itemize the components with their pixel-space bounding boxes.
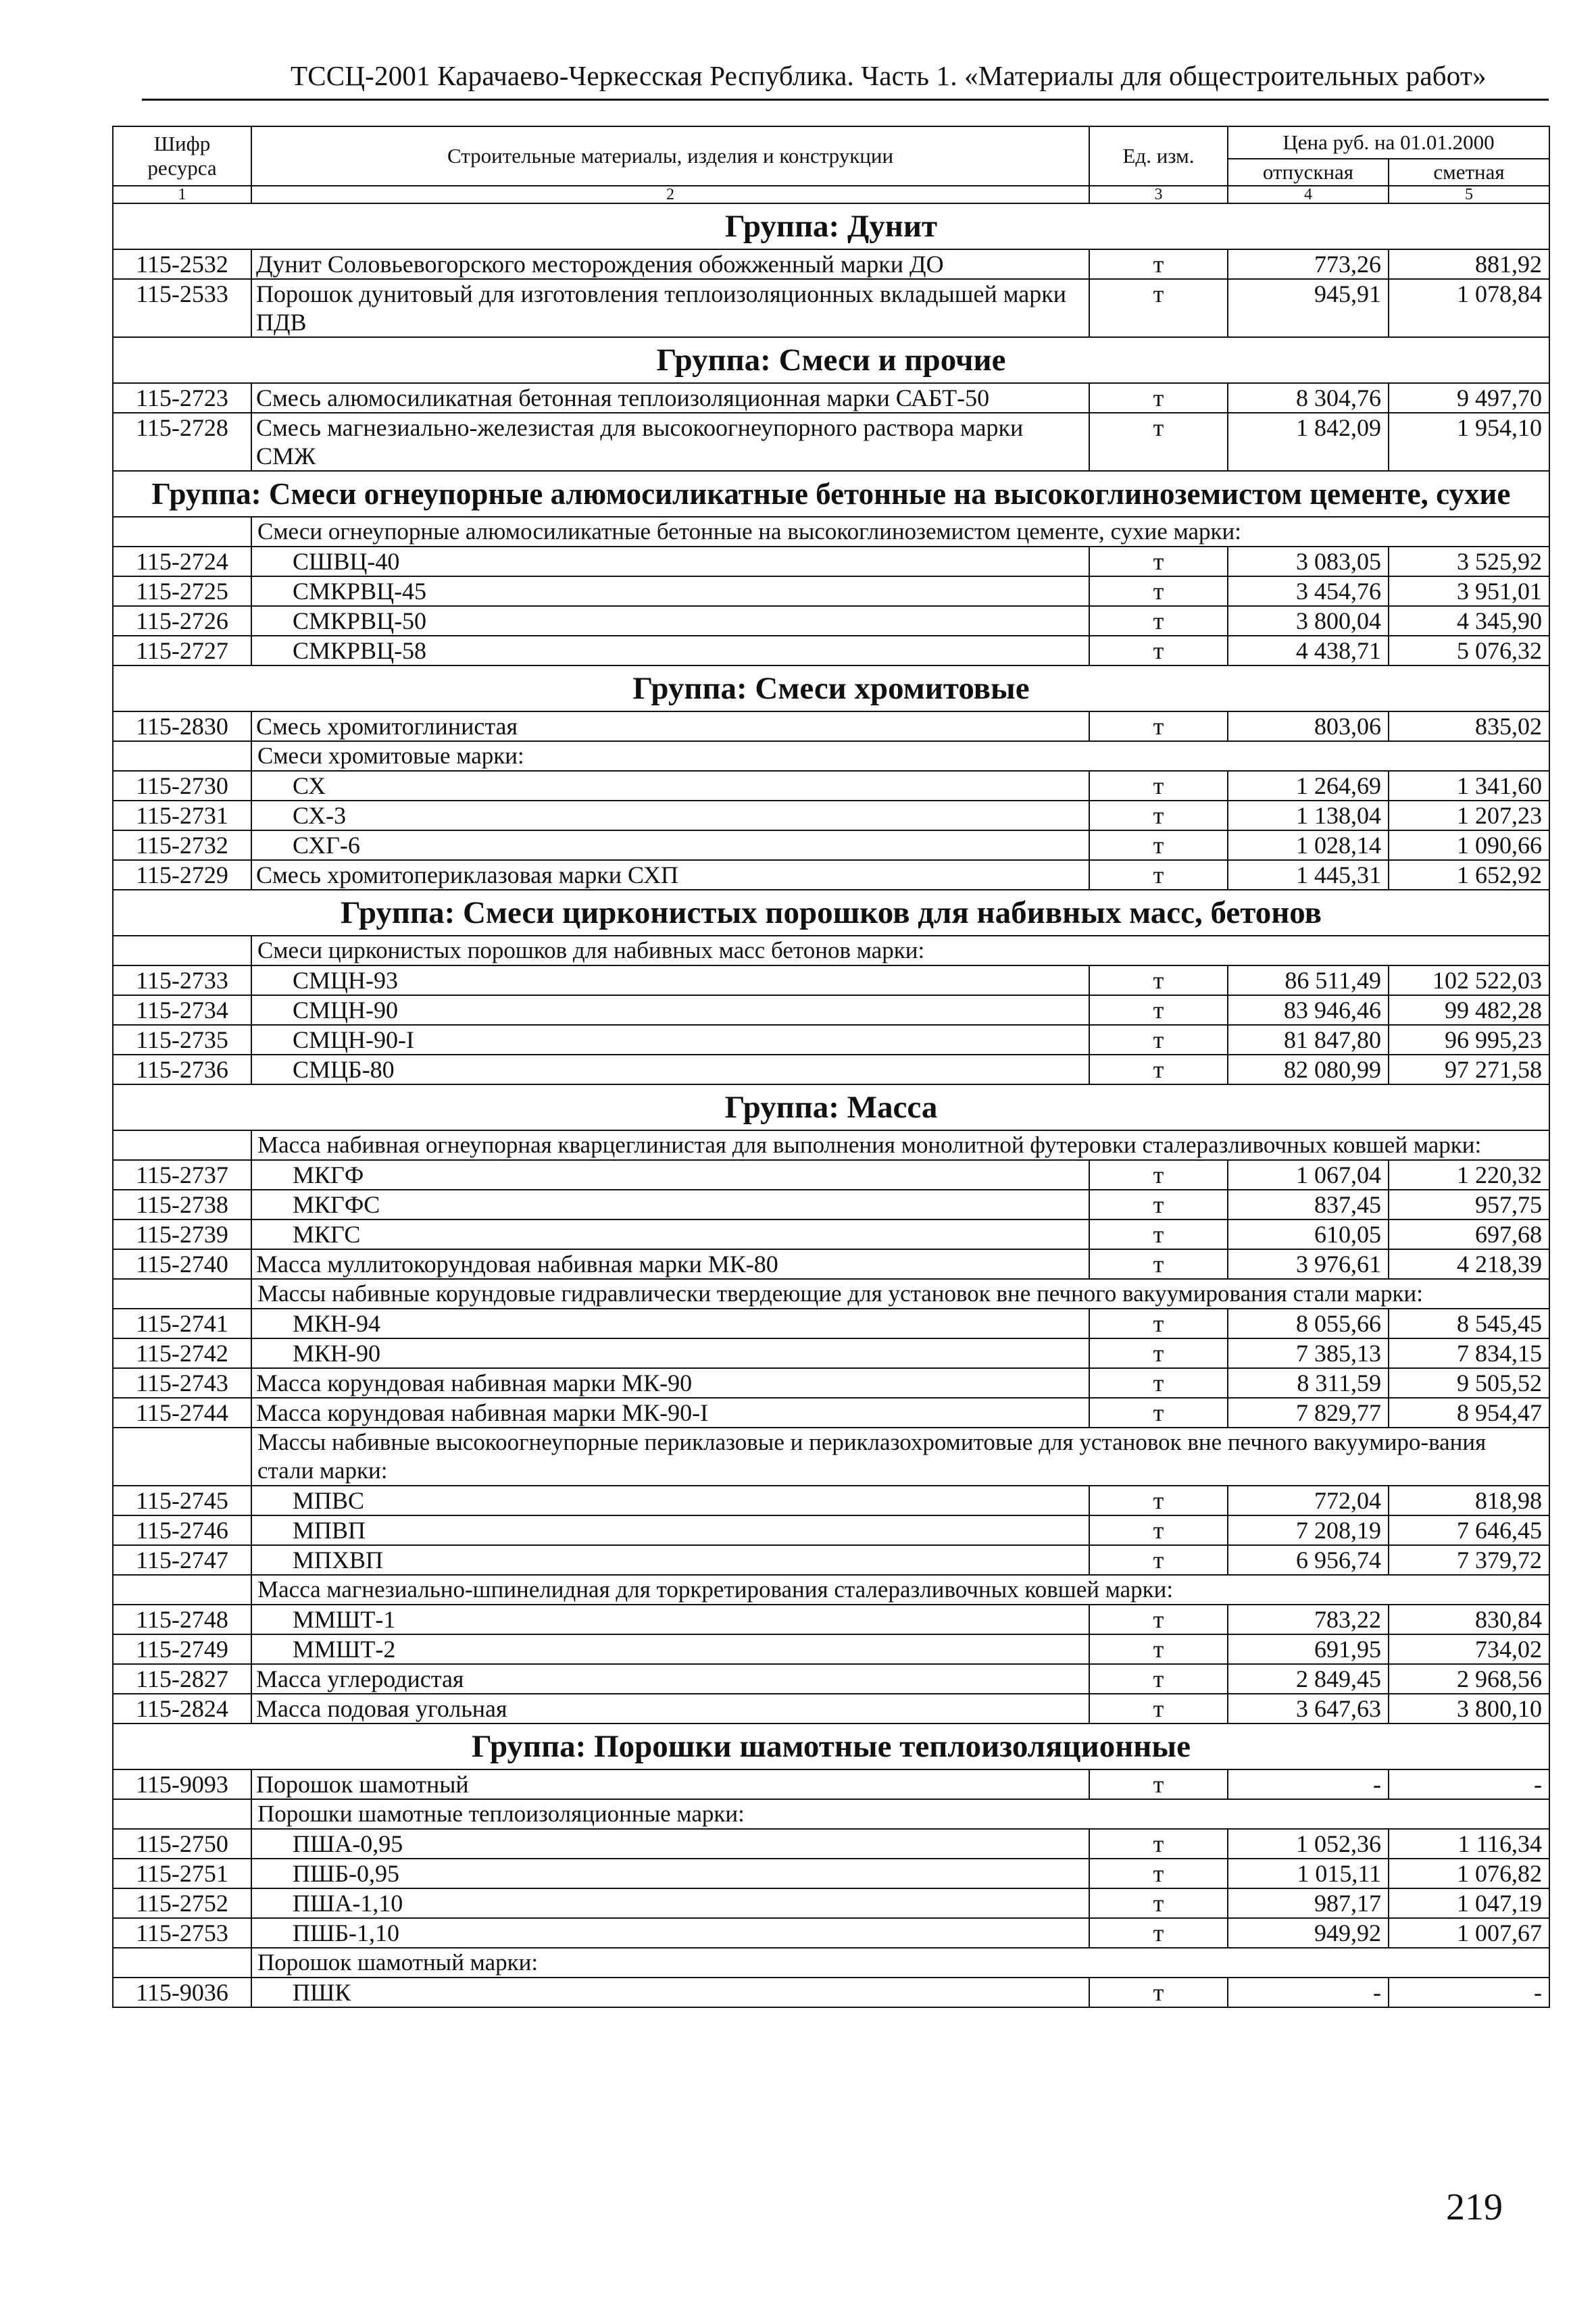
release-price: 8 055,66 (1228, 1309, 1389, 1338)
unit-of-measure: т (1089, 711, 1228, 741)
unit-of-measure: т (1089, 1664, 1228, 1694)
unit-of-measure: т (1089, 1888, 1228, 1918)
empty-code-cell (113, 1948, 251, 1978)
column-number: 1 (113, 186, 251, 203)
estimate-price: 1 090,66 (1389, 830, 1549, 860)
material-name: МКН-90 (251, 1338, 1089, 1368)
table-row (113, 1338, 1549, 1368)
column-number-row (113, 186, 1549, 203)
table-row (113, 1888, 1549, 1918)
estimate-price: 697,68 (1389, 1219, 1549, 1249)
material-name: СМЦН-90-I (251, 1025, 1089, 1055)
estimate-price: 1 220,32 (1389, 1160, 1549, 1190)
release-price: 773,26 (1228, 249, 1389, 279)
release-price: 4 438,71 (1228, 636, 1389, 665)
estimate-price: 7 646,45 (1389, 1515, 1549, 1545)
material-name: Масса корундовая набивная марки МК-90 (251, 1368, 1089, 1398)
subgroup-note-row (113, 1279, 1549, 1309)
unit-of-measure: т (1089, 830, 1228, 860)
material-name: МКГФС (251, 1190, 1089, 1219)
resource-code: 115-2726 (113, 606, 251, 636)
resource-code: 115-2745 (113, 1486, 251, 1515)
empty-code-cell (113, 936, 251, 965)
estimate-price: 3 951,01 (1389, 576, 1549, 606)
estimate-price: 818,98 (1389, 1486, 1549, 1515)
unit-of-measure: т (1089, 1190, 1228, 1219)
estimate-price: 102 522,03 (1389, 965, 1549, 995)
material-name: Дунит Соловьевогорского месторождения обожженный марки ДО (251, 249, 1089, 279)
table-row (113, 279, 1549, 337)
estimate-price: 1 207,23 (1389, 801, 1549, 830)
resource-code: 115-2740 (113, 1249, 251, 1279)
resource-code: 115-2736 (113, 1055, 251, 1084)
table-body (113, 203, 1549, 2007)
resource-code: 115-2750 (113, 1829, 251, 1859)
unit-of-measure: т (1089, 1160, 1228, 1190)
release-price: 1 052,36 (1228, 1829, 1389, 1859)
unit-of-measure: т (1089, 606, 1228, 636)
release-price: 3 976,61 (1228, 1249, 1389, 1279)
group-heading: Группа: Смеси хромитовые (113, 665, 1549, 711)
empty-code-cell (113, 1799, 251, 1829)
page-number: 219 (1446, 2186, 1503, 2228)
material-name: Масса муллитокорундовая набивная марки МК-80 (251, 1249, 1089, 1279)
empty-code-cell (113, 517, 251, 547)
material-name: СХ (251, 771, 1089, 801)
release-price: 81 847,80 (1228, 1025, 1389, 1055)
unit-of-measure: т (1089, 1545, 1228, 1575)
material-name: МКН-94 (251, 1309, 1089, 1338)
header-name: Строительные материалы, изделия и конструкции (251, 126, 1089, 186)
empty-code-cell (113, 1279, 251, 1309)
estimate-price: 7 379,72 (1389, 1545, 1549, 1575)
estimate-price: 1 078,84 (1389, 279, 1549, 337)
resource-code: 115-2744 (113, 1398, 251, 1428)
resource-code: 115-2737 (113, 1160, 251, 1190)
unit-of-measure: т (1089, 1978, 1228, 2007)
release-price: 86 511,49 (1228, 965, 1389, 995)
estimate-price: 957,75 (1389, 1190, 1549, 1219)
estimate-price: 99 482,28 (1389, 995, 1549, 1025)
table-row (113, 965, 1549, 995)
table-row (113, 860, 1549, 890)
material-name: МПВС (251, 1486, 1089, 1515)
subgroup-note-row (113, 1575, 1549, 1605)
table-row (113, 1918, 1549, 1948)
table-row (113, 1398, 1549, 1428)
table-row (113, 801, 1549, 830)
release-price: - (1228, 1978, 1389, 2007)
subgroup-note: Смеси цирконистых порошков для набивных масс бетонов марки: (251, 936, 1549, 965)
table-row (113, 1829, 1549, 1859)
material-name: ПШБ-1,10 (251, 1918, 1089, 1948)
estimate-price: 835,02 (1389, 711, 1549, 741)
material-name: ПШК (251, 1978, 1089, 2007)
release-price: 837,45 (1228, 1190, 1389, 1219)
release-price: 1 138,04 (1228, 801, 1389, 830)
estimate-price: 4 218,39 (1389, 1249, 1549, 1279)
unit-of-measure: т (1089, 771, 1228, 801)
subgroup-note: Смеси хромитовые марки: (251, 741, 1549, 771)
unit-of-measure: т (1089, 1515, 1228, 1545)
material-name: СМЦН-93 (251, 965, 1089, 995)
estimate-price: 96 995,23 (1389, 1025, 1549, 1055)
material-name: ПША-0,95 (251, 1829, 1089, 1859)
estimate-price: 2 968,56 (1389, 1664, 1549, 1694)
subgroup-note: Массы набивные высокоогнеупорные периклазовые и периклазохромитовые для установок вне печного вакуумиро-вания стали марки: (251, 1428, 1549, 1486)
resource-code: 115-2751 (113, 1859, 251, 1888)
resource-code: 115-2741 (113, 1309, 251, 1338)
resource-code: 115-2723 (113, 383, 251, 413)
table-row (113, 1978, 1549, 2007)
release-price: 7 385,13 (1228, 1338, 1389, 1368)
unit-of-measure: т (1089, 1859, 1228, 1888)
resource-code: 115-2824 (113, 1694, 251, 1724)
unit-of-measure: т (1089, 547, 1228, 576)
table-row (113, 711, 1549, 741)
column-number: 4 (1228, 186, 1389, 203)
release-price: 1 445,31 (1228, 860, 1389, 890)
table-row (113, 1634, 1549, 1664)
group-heading: Группа: Масса (113, 1084, 1549, 1130)
resource-code: 115-2746 (113, 1515, 251, 1545)
estimate-price: 8 954,47 (1389, 1398, 1549, 1428)
material-name: МПХВП (251, 1545, 1089, 1575)
release-price: 3 454,76 (1228, 576, 1389, 606)
material-name: МПВП (251, 1515, 1089, 1545)
unit-of-measure: т (1089, 413, 1228, 471)
release-price: 3 800,04 (1228, 606, 1389, 636)
unit-of-measure: т (1089, 383, 1228, 413)
group-heading-row (113, 1084, 1549, 1130)
table-row (113, 636, 1549, 665)
release-price: 6 956,74 (1228, 1545, 1389, 1575)
material-name: Смесь хромитопериклазовая марки СХП (251, 860, 1089, 890)
resource-code: 115-2725 (113, 576, 251, 606)
group-heading: Группа: Порошки шамотные теплоизоляционные (113, 1724, 1549, 1769)
group-heading-row (113, 203, 1549, 249)
material-name: МКГС (251, 1219, 1089, 1249)
group-heading: Группа: Смеси и прочие (113, 337, 1549, 383)
release-price: 3 647,63 (1228, 1694, 1389, 1724)
resource-code: 115-2729 (113, 860, 251, 890)
unit-of-measure: т (1089, 1338, 1228, 1368)
table-row (113, 830, 1549, 860)
unit-of-measure: т (1089, 576, 1228, 606)
table-row (113, 1859, 1549, 1888)
release-price: 945,91 (1228, 279, 1389, 337)
unit-of-measure: т (1089, 1634, 1228, 1664)
unit-of-measure: т (1089, 1769, 1228, 1799)
header-divider (142, 99, 1549, 101)
unit-of-measure: т (1089, 636, 1228, 665)
table-row (113, 383, 1549, 413)
estimate-price: 8 545,45 (1389, 1309, 1549, 1338)
column-number: 5 (1389, 186, 1549, 203)
header-price: Цена руб. на 01.01.2000 (1228, 126, 1549, 159)
resource-code: 115-2724 (113, 547, 251, 576)
resource-code: 115-2532 (113, 249, 251, 279)
release-price: 1 028,14 (1228, 830, 1389, 860)
resource-code: 115-2742 (113, 1338, 251, 1368)
group-heading-row (113, 1724, 1549, 1769)
material-name: СМКРВЦ-58 (251, 636, 1089, 665)
material-name: Смесь алюмосиликатная бетонная теплоизоляционная марки САБТ-50 (251, 383, 1089, 413)
document-header: ТССЦ-2001 Карачаево-Черкесская Республика. Часть 1. «Материалы для общестроительных работ» (291, 60, 1487, 91)
release-price: 772,04 (1228, 1486, 1389, 1515)
group-heading-row (113, 665, 1549, 711)
subgroup-note: Масса набивная огнеупорная кварцеглинистая для выполнения монолитной футеровки сталеразливочных ковшей марки: (251, 1130, 1549, 1160)
release-price: 949,92 (1228, 1918, 1389, 1948)
release-price: 987,17 (1228, 1888, 1389, 1918)
estimate-price: 3 800,10 (1389, 1694, 1549, 1724)
material-name: СМЦН-90 (251, 995, 1089, 1025)
unit-of-measure: т (1089, 1829, 1228, 1859)
subgroup-note-row (113, 1130, 1549, 1160)
estimate-price: 734,02 (1389, 1634, 1549, 1664)
unit-of-measure: т (1089, 1918, 1228, 1948)
resource-code: 115-2731 (113, 801, 251, 830)
material-name: ММШТ-1 (251, 1605, 1089, 1634)
empty-code-cell (113, 1428, 251, 1486)
table-row (113, 1025, 1549, 1055)
subgroup-note-row (113, 517, 1549, 547)
unit-of-measure: т (1089, 1486, 1228, 1515)
resource-code: 115-2738 (113, 1190, 251, 1219)
estimate-price: 4 345,90 (1389, 606, 1549, 636)
group-heading: Группа: Смеси цирконистых порошков для набивных масс, бетонов (113, 890, 1549, 936)
estimate-price: - (1389, 1769, 1549, 1799)
release-price: 3 083,05 (1228, 547, 1389, 576)
subgroup-note-row (113, 1799, 1549, 1829)
release-price: 8 311,59 (1228, 1368, 1389, 1398)
subgroup-note: Смеси огнеупорные алюмосиликатные бетонные на высокоглиноземистом цементе, сухие марки: (251, 517, 1549, 547)
material-name: СШВЦ-40 (251, 547, 1089, 576)
material-name: Порошок шамотный (251, 1769, 1089, 1799)
estimate-price: 97 271,58 (1389, 1055, 1549, 1084)
resource-code: 115-2743 (113, 1368, 251, 1398)
header-code: Шифр ресурса (113, 126, 251, 186)
table-row (113, 1605, 1549, 1634)
resource-code: 115-9036 (113, 1978, 251, 2007)
table-row (113, 1664, 1549, 1694)
material-name: Масса корундовая набивная марки МК-90-I (251, 1398, 1089, 1428)
material-name: МКГФ (251, 1160, 1089, 1190)
resource-code: 115-2734 (113, 995, 251, 1025)
unit-of-measure: т (1089, 1249, 1228, 1279)
unit-of-measure: т (1089, 1694, 1228, 1724)
material-name: СХ-3 (251, 801, 1089, 830)
release-price: 2 849,45 (1228, 1664, 1389, 1694)
table-row (113, 1160, 1549, 1190)
estimate-price: 830,84 (1389, 1605, 1549, 1634)
price-table (112, 126, 1550, 2008)
header-unit: Ед. изм. (1089, 126, 1228, 186)
table-row (113, 1694, 1549, 1724)
group-heading-row (113, 890, 1549, 936)
release-price: 783,22 (1228, 1605, 1389, 1634)
resource-code: 115-2752 (113, 1888, 251, 1918)
unit-of-measure: т (1089, 1368, 1228, 1398)
unit-of-measure: т (1089, 1219, 1228, 1249)
resource-code: 115-9093 (113, 1769, 251, 1799)
estimate-price: 5 076,32 (1389, 636, 1549, 665)
estimate-price: 1 652,92 (1389, 860, 1549, 890)
material-name: СМКРВЦ-50 (251, 606, 1089, 636)
unit-of-measure: т (1089, 1398, 1228, 1428)
group-heading-row (113, 471, 1549, 517)
resource-code: 115-2747 (113, 1545, 251, 1575)
table-row (113, 1309, 1549, 1338)
header-release-price: отпускная (1228, 159, 1389, 186)
release-price: 8 304,76 (1228, 383, 1389, 413)
table-row (113, 1545, 1549, 1575)
resource-code: 115-2753 (113, 1918, 251, 1948)
unit-of-measure: т (1089, 860, 1228, 890)
material-name: Масса углеродистая (251, 1664, 1089, 1694)
table-row (113, 1515, 1549, 1545)
resource-code: 115-2739 (113, 1219, 251, 1249)
price-table-container (112, 126, 1549, 2008)
estimate-price: 7 834,15 (1389, 1338, 1549, 1368)
estimate-price: 1 341,60 (1389, 771, 1549, 801)
table-row (113, 547, 1549, 576)
subgroup-note: Массы набивные корундовые гидравлически твердеющие для установок вне печного вакуумирования стали марки: (251, 1279, 1549, 1309)
empty-code-cell (113, 741, 251, 771)
group-heading: Группа: Дунит (113, 203, 1549, 249)
group-heading-row (113, 337, 1549, 383)
estimate-price: 881,92 (1389, 249, 1549, 279)
empty-code-cell (113, 1575, 251, 1605)
group-heading: Группа: Смеси огнеупорные алюмосиликатные бетонные на высокоглиноземистом цементе, сухие (113, 471, 1549, 517)
resource-code: 115-2733 (113, 965, 251, 995)
unit-of-measure: т (1089, 1025, 1228, 1055)
release-price: 1 015,11 (1228, 1859, 1389, 1888)
release-price: 1 842,09 (1228, 413, 1389, 471)
table-row (113, 1249, 1549, 1279)
table-row (113, 995, 1549, 1025)
subgroup-note: Порошки шамотные теплоизоляционные марки: (251, 1799, 1549, 1829)
estimate-price: 1 047,19 (1389, 1888, 1549, 1918)
material-name: СХГ-6 (251, 830, 1089, 860)
subgroup-note-row (113, 936, 1549, 965)
subgroup-note-row (113, 741, 1549, 771)
material-name: СМКРВЦ-45 (251, 576, 1089, 606)
release-price: 610,05 (1228, 1219, 1389, 1249)
table-row (113, 1368, 1549, 1398)
table-row (113, 771, 1549, 801)
table-row (113, 576, 1549, 606)
estimate-price: - (1389, 1978, 1549, 2007)
unit-of-measure: т (1089, 801, 1228, 830)
material-name: Смесь магнезиально-железистая для высокоогнеупорного раствора марки СМЖ (251, 413, 1089, 471)
subgroup-note: Масса магнезиально-шпинелидная для торкретирования сталеразливочных ковшей марки: (251, 1575, 1549, 1605)
resource-code: 115-2749 (113, 1634, 251, 1664)
resource-code: 115-2727 (113, 636, 251, 665)
release-price: - (1228, 1769, 1389, 1799)
material-name: СМЦБ-80 (251, 1055, 1089, 1084)
release-price: 1 264,69 (1228, 771, 1389, 801)
unit-of-measure: т (1089, 1605, 1228, 1634)
resource-code: 115-2735 (113, 1025, 251, 1055)
material-name: Масса подовая угольная (251, 1694, 1089, 1724)
table-row (113, 606, 1549, 636)
release-price: 7 208,19 (1228, 1515, 1389, 1545)
estimate-price: 3 525,92 (1389, 547, 1549, 576)
table-row (113, 1055, 1549, 1084)
empty-code-cell (113, 1130, 251, 1160)
header-estimate-price: сметная (1389, 159, 1549, 186)
material-name: ПШБ-0,95 (251, 1859, 1089, 1888)
unit-of-measure: т (1089, 279, 1228, 337)
resource-code: 115-2827 (113, 1664, 251, 1694)
estimate-price: 1 007,67 (1389, 1918, 1549, 1948)
subgroup-note-row (113, 1948, 1549, 1978)
unit-of-measure: т (1089, 1309, 1228, 1338)
unit-of-measure: т (1089, 965, 1228, 995)
table-row (113, 249, 1549, 279)
release-price: 803,06 (1228, 711, 1389, 741)
material-name: Смесь хромитоглинистая (251, 711, 1089, 741)
release-price: 82 080,99 (1228, 1055, 1389, 1084)
material-name: ПША-1,10 (251, 1888, 1089, 1918)
unit-of-measure: т (1089, 249, 1228, 279)
release-price: 1 067,04 (1228, 1160, 1389, 1190)
table-row (113, 1769, 1549, 1799)
resource-code: 115-2748 (113, 1605, 251, 1634)
resource-code: 115-2730 (113, 771, 251, 801)
estimate-price: 1 954,10 (1389, 413, 1549, 471)
estimate-price: 9 497,70 (1389, 383, 1549, 413)
estimate-price: 1 076,82 (1389, 1859, 1549, 1888)
release-price: 83 946,46 (1228, 995, 1389, 1025)
material-name: ММШТ-2 (251, 1634, 1089, 1664)
subgroup-note: Порошок шамотный марки: (251, 1948, 1549, 1978)
resource-code: 115-2732 (113, 830, 251, 860)
table-header-row (113, 126, 1549, 159)
table-row (113, 1486, 1549, 1515)
table-row (113, 1219, 1549, 1249)
resource-code: 115-2533 (113, 279, 251, 337)
estimate-price: 1 116,34 (1389, 1829, 1549, 1859)
table-row (113, 1190, 1549, 1219)
unit-of-measure: т (1089, 995, 1228, 1025)
release-price: 691,95 (1228, 1634, 1389, 1664)
subgroup-note-row (113, 1428, 1549, 1486)
estimate-price: 9 505,52 (1389, 1368, 1549, 1398)
release-price: 7 829,77 (1228, 1398, 1389, 1428)
unit-of-measure: т (1089, 1055, 1228, 1084)
column-number: 3 (1089, 186, 1228, 203)
column-number: 2 (251, 186, 1089, 203)
table-row (113, 413, 1549, 471)
resource-code: 115-2728 (113, 413, 251, 471)
material-name: Порошок дунитовый для изготовления теплоизоляционных вкладышей марки ПДВ (251, 279, 1089, 337)
resource-code: 115-2830 (113, 711, 251, 741)
